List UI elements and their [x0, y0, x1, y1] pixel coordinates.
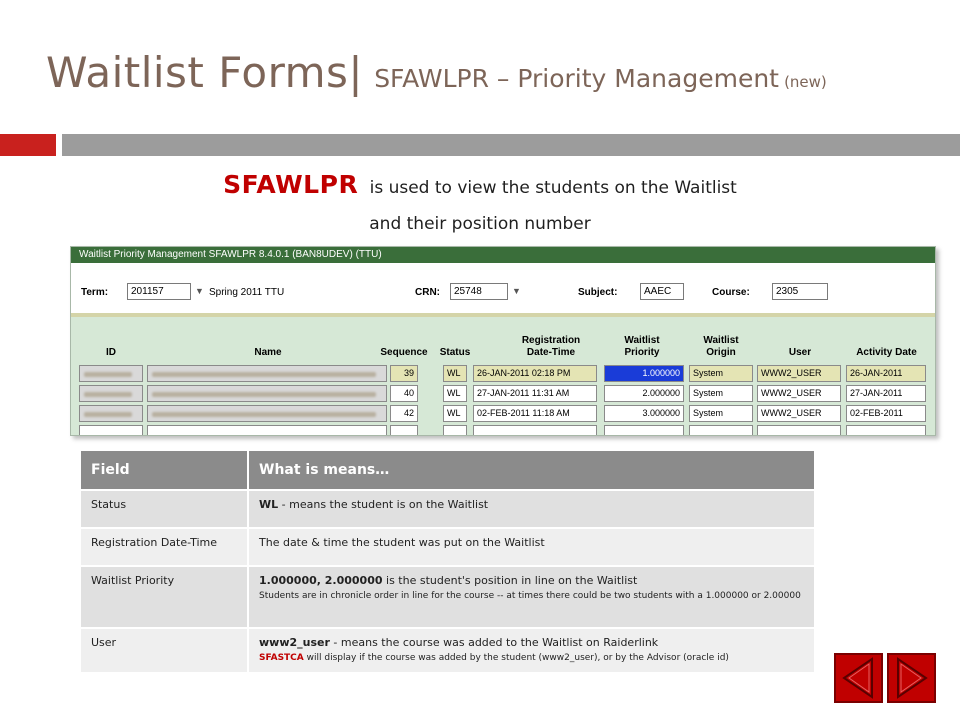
field-description: The date & time the student was put on the Waitlist	[248, 528, 815, 566]
field-name: Status	[81, 490, 248, 528]
col-registration-2: Date-Time	[526, 347, 576, 358]
field-description	[248, 490, 815, 528]
field-name: Waitlist Priority	[81, 566, 248, 628]
empty-cell[interactable]	[604, 425, 684, 436]
desc-text: - means the student is on the Waitlist	[278, 498, 489, 511]
subject-label: Subject:	[578, 287, 618, 298]
name-cell[interactable]	[147, 385, 387, 402]
field-name: Registration Date-Time	[81, 528, 248, 566]
col-priority-2: Priority	[624, 347, 660, 358]
col-user: User	[788, 347, 812, 358]
crn-dropdown-icon[interactable]: ▼	[512, 286, 521, 296]
table-row	[81, 566, 815, 628]
waitlist-grid	[71, 321, 936, 436]
col-registration-1: Registration	[521, 335, 581, 346]
empty-cell[interactable]	[79, 425, 143, 436]
name-cell[interactable]	[147, 405, 387, 422]
status-cell[interactable]: WL	[443, 365, 467, 382]
subject-field[interactable]: AAEC	[640, 283, 684, 300]
col-id: ID	[106, 347, 116, 358]
term-description: Spring 2011 TTU	[209, 287, 285, 298]
sequence-cell[interactable]: 40	[390, 385, 418, 402]
name-cell[interactable]	[147, 365, 387, 382]
id-cell[interactable]	[79, 405, 143, 422]
priority-cell[interactable]: 1.000000	[604, 365, 684, 382]
heading-line-1	[0, 170, 960, 199]
priority-cell[interactable]: 2.000000	[604, 385, 684, 402]
previous-slide-button[interactable]	[834, 653, 883, 703]
definitions-table	[81, 451, 816, 672]
col-origin-2: Origin	[706, 347, 736, 358]
col-activity-date: Activity Date	[856, 347, 917, 358]
key-block	[71, 263, 936, 317]
field-description	[248, 628, 815, 672]
heading-text: is used to view the students on the Waitlist	[369, 178, 737, 198]
desc-bold: 1.000000, 2.000000	[259, 574, 383, 587]
desc-note	[259, 652, 804, 665]
header-means: What is means…	[248, 451, 815, 490]
col-status: Status	[439, 347, 471, 358]
crn-label: CRN:	[415, 287, 440, 298]
term-dropdown-icon[interactable]: ▼	[195, 286, 204, 296]
table-row	[81, 528, 815, 566]
course-field[interactable]: 2305	[772, 283, 828, 300]
course-label: Course:	[712, 287, 750, 298]
empty-cell[interactable]	[757, 425, 841, 436]
empty-cell[interactable]	[473, 425, 597, 436]
empty-cell[interactable]	[689, 425, 753, 436]
empty-cell[interactable]	[390, 425, 418, 436]
desc-note-text: will display if the course was added by the student (www2_user), or by the Advisor (oracle id)	[303, 653, 729, 663]
origin-cell[interactable]: System	[689, 385, 753, 402]
activity-cell[interactable]: 27-JAN-2011	[846, 385, 926, 402]
table-row	[81, 490, 815, 528]
desc-text: - means the course was added to the Waitlist on Raiderlink	[329, 636, 659, 649]
term-field[interactable]: 201157	[127, 283, 191, 300]
title-badge: (new)	[784, 73, 827, 91]
desc-text: is the student's position in line on the Waitlist	[382, 574, 638, 587]
user-cell[interactable]: WWW2_USER	[757, 405, 841, 422]
field-name: User	[81, 628, 248, 672]
user-cell[interactable]: WWW2_USER	[757, 365, 841, 382]
registration-cell[interactable]: 02-FEB-2011 11:18 AM	[473, 405, 597, 422]
col-priority-1: Waitlist	[624, 335, 660, 346]
previous-arrow-icon	[836, 655, 881, 701]
slide-title	[46, 48, 827, 97]
heading-line-2: and their position number	[369, 214, 591, 234]
status-cell[interactable]: WL	[443, 405, 467, 422]
origin-cell[interactable]: System	[689, 365, 753, 382]
sequence-cell[interactable]: 39	[390, 365, 418, 382]
form-code: SFAWLPR	[223, 170, 359, 199]
id-cell[interactable]	[79, 365, 143, 382]
desc-note-code: SFASTCA	[259, 653, 304, 663]
activity-cell[interactable]: 26-JAN-2011	[846, 365, 926, 382]
desc-note: Students are in chronicle order in line for the course -- at times there could be two students with a 1.000000 or 2.00000	[259, 591, 801, 601]
form-window	[70, 246, 936, 436]
registration-cell[interactable]: 26-JAN-2011 02:18 PM	[473, 365, 597, 382]
header-field: Field	[81, 451, 248, 490]
title-sub: SFAWLPR – Priority Management	[374, 64, 779, 93]
form-window-title: Waitlist Priority Management SFAWLPR 8.4.0.1 (BAN8UDEV) (TTU)	[71, 247, 935, 263]
empty-cell[interactable]	[147, 425, 387, 436]
next-arrow-icon	[889, 655, 934, 701]
col-sequence: Sequence	[380, 347, 428, 358]
registration-cell[interactable]: 27-JAN-2011 11:31 AM	[473, 385, 597, 402]
user-cell[interactable]: WWW2_USER	[757, 385, 841, 402]
empty-cell[interactable]	[846, 425, 926, 436]
title-main: Waitlist Forms|	[46, 48, 364, 97]
desc-bold: www2_user	[259, 636, 330, 649]
crn-field[interactable]: 25748	[450, 283, 508, 300]
desc-bold: WL	[259, 498, 279, 511]
priority-cell[interactable]: 3.000000	[604, 405, 684, 422]
divider-bar	[62, 134, 960, 156]
next-slide-button[interactable]	[887, 653, 936, 703]
field-description	[248, 566, 815, 628]
empty-cell[interactable]	[443, 425, 467, 436]
status-cell[interactable]: WL	[443, 385, 467, 402]
sequence-cell[interactable]: 42	[390, 405, 418, 422]
table-row	[81, 628, 815, 672]
accent-bar	[0, 134, 56, 156]
origin-cell[interactable]: System	[689, 405, 753, 422]
col-name: Name	[254, 347, 282, 358]
id-cell[interactable]	[79, 385, 143, 402]
activity-cell[interactable]: 02-FEB-2011	[846, 405, 926, 422]
term-label: Term:	[81, 287, 109, 298]
col-origin-1: Waitlist	[703, 335, 739, 346]
